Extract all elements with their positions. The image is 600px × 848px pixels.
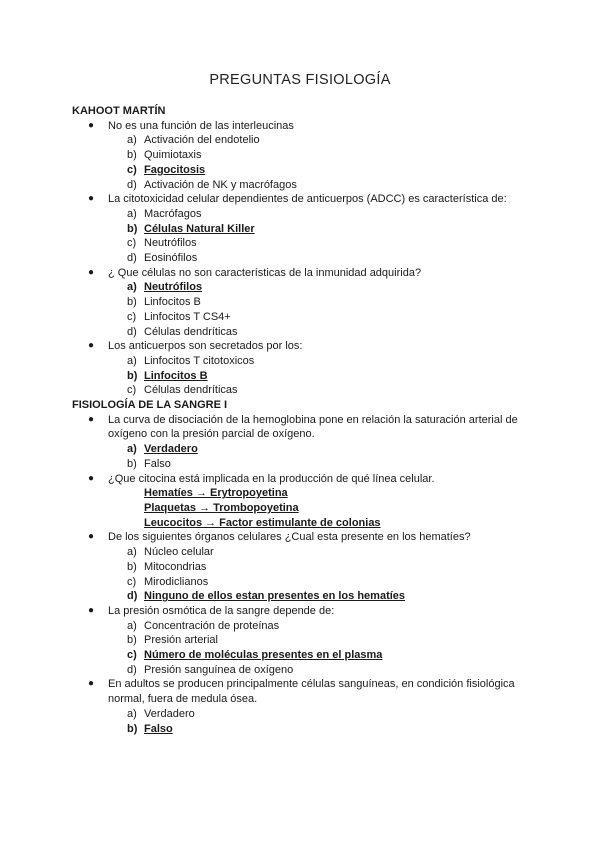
section-heading: KAHOOT MARTÍN bbox=[72, 105, 166, 117]
option-letter: a) bbox=[127, 546, 137, 559]
option-letter: b) bbox=[127, 149, 137, 162]
option-text: Núcleo celular bbox=[144, 546, 214, 559]
question-item bbox=[72, 192, 532, 207]
option-letter: b) bbox=[127, 369, 138, 382]
option-text: Concentración de proteínas bbox=[144, 619, 280, 632]
option-text: Macrófagos bbox=[144, 207, 202, 220]
page-title: PREGUNTAS FISIOLOGÍA bbox=[209, 72, 391, 88]
option-text: Linfocitos B bbox=[144, 369, 208, 382]
option-letter: a) bbox=[127, 354, 137, 367]
option-text: Mirodiclianos bbox=[144, 575, 209, 588]
answer-option bbox=[72, 207, 532, 222]
answer-option bbox=[72, 619, 532, 634]
correct-option bbox=[72, 648, 532, 663]
option-text: Fagocitosis bbox=[144, 163, 206, 176]
question-list bbox=[72, 104, 532, 736]
option-letter: d) bbox=[127, 178, 137, 191]
bullet-icon: ● bbox=[88, 119, 95, 131]
option-text: Neutrófilos bbox=[144, 237, 197, 250]
option-letter: b) bbox=[127, 457, 137, 470]
question-item bbox=[72, 413, 532, 442]
bullet-icon: ● bbox=[88, 604, 95, 616]
question-item bbox=[72, 266, 532, 281]
option-letter: c) bbox=[127, 649, 137, 662]
answer-option bbox=[72, 545, 532, 560]
answer-option bbox=[72, 325, 532, 340]
option-letter: b) bbox=[127, 722, 138, 735]
question-text: ¿Que citocina está implicada en la producción de qué línea celular. bbox=[108, 472, 435, 485]
question-item bbox=[72, 677, 532, 706]
question-text: ¿ Que células no son características de la inmunidad adquirida? bbox=[108, 266, 422, 279]
option-letter: a) bbox=[127, 619, 137, 632]
option-text: Linfocitos T CS4+ bbox=[144, 310, 231, 323]
question-text: La curva de disociación de la hemoglobina pone en relación la saturación arterial de oxígeno con la presión parcial de oxígeno. bbox=[108, 413, 518, 441]
question-item bbox=[72, 604, 532, 619]
question-item bbox=[72, 119, 532, 134]
option-letter: d) bbox=[127, 590, 138, 603]
option-text: Verdadero bbox=[144, 443, 198, 456]
question-item bbox=[72, 530, 532, 545]
option-letter: b) bbox=[127, 296, 137, 309]
answer-option bbox=[72, 707, 532, 722]
question-text: De los siguientes órganos celulares ¿Cual esta presente en los hematíes? bbox=[108, 531, 471, 544]
option-letter: d) bbox=[127, 663, 137, 676]
question-text: No es una función de las interleucinas bbox=[108, 119, 294, 132]
option-letter: a) bbox=[127, 281, 137, 294]
option-text: Falso bbox=[144, 457, 171, 470]
answer-option bbox=[72, 295, 532, 310]
option-letter: d) bbox=[127, 252, 137, 265]
option-text: Quimiotaxis bbox=[144, 149, 202, 162]
option-text: Células dendríticas bbox=[144, 325, 238, 338]
answer-line: Plaquetas → Trombopoyetina bbox=[144, 501, 299, 514]
bullet-icon: ● bbox=[88, 266, 95, 278]
option-text: Células Natural Killer bbox=[144, 222, 255, 235]
answer-option bbox=[72, 354, 532, 369]
question-item bbox=[72, 339, 532, 354]
correct-option bbox=[72, 369, 532, 384]
answer-line: Hematíes → Erytropoyetina bbox=[144, 487, 288, 500]
correct-option bbox=[72, 222, 532, 237]
option-letter: a) bbox=[127, 707, 137, 720]
question-text: En adultos se producen principalmente células sanguíneas, en condición fisiológica normal, fuera de medula ósea. bbox=[108, 678, 515, 706]
option-text: Verdadero bbox=[144, 707, 195, 720]
answer-option bbox=[72, 251, 532, 266]
question-text: La presión osmótica de la sangre depende de: bbox=[108, 604, 335, 617]
option-text: Eosinófilos bbox=[144, 252, 198, 265]
bullet-icon: ● bbox=[88, 413, 95, 425]
answer-option bbox=[72, 178, 532, 193]
option-letter: b) bbox=[127, 222, 138, 235]
correct-option bbox=[72, 722, 532, 737]
question-text: Los anticuerpos son secretados por los: bbox=[108, 340, 303, 353]
option-letter: c) bbox=[127, 310, 137, 323]
option-letter: b) bbox=[127, 634, 137, 647]
answer-option bbox=[72, 633, 532, 648]
answer-option bbox=[72, 663, 532, 678]
correct-option bbox=[72, 442, 532, 457]
answer-option bbox=[72, 560, 532, 575]
option-text: Linfocitos T citotoxicos bbox=[144, 354, 255, 367]
answer-option bbox=[72, 383, 532, 398]
bullet-icon: ● bbox=[88, 531, 95, 543]
answer-line: Leucocitos → Factor estimulante de colonias bbox=[144, 516, 381, 529]
answer-option bbox=[72, 148, 532, 163]
question-text: La citotoxicidad celular dependientes de anticuerpos (ADCC) es característica de: bbox=[108, 193, 507, 206]
bullet-icon: ● bbox=[88, 340, 95, 352]
question-item bbox=[72, 472, 532, 487]
option-text: Células dendríticas bbox=[144, 384, 238, 397]
option-text: Presión sanguínea de oxígeno bbox=[144, 663, 294, 676]
bullet-icon: ● bbox=[88, 678, 95, 690]
answer-option bbox=[72, 457, 532, 472]
option-text: Presión arterial bbox=[144, 634, 218, 647]
bullet-icon: ● bbox=[88, 472, 95, 484]
option-letter: b) bbox=[127, 560, 137, 573]
option-letter: a) bbox=[127, 207, 137, 220]
option-letter: c) bbox=[127, 575, 137, 588]
option-letter: c) bbox=[127, 237, 137, 250]
option-letter: c) bbox=[127, 384, 137, 397]
option-letter: a) bbox=[127, 134, 137, 147]
option-text: Activación de NK y macrófagos bbox=[144, 178, 297, 191]
option-text: Linfocitos B bbox=[144, 296, 201, 309]
answer-option bbox=[72, 236, 532, 251]
correct-option bbox=[72, 280, 532, 295]
option-text: Falso bbox=[144, 722, 173, 735]
answer-option bbox=[72, 575, 532, 590]
option-text: Ninguno de ellos estan presentes en los hematíes bbox=[144, 590, 406, 603]
option-text: Activación del endotelio bbox=[144, 134, 260, 147]
section-heading: FISIOLOGÍA DE LA SANGRE I bbox=[72, 399, 228, 412]
correct-option bbox=[72, 589, 532, 604]
bullet-icon: ● bbox=[88, 193, 95, 205]
correct-option bbox=[72, 163, 532, 178]
answer-option bbox=[72, 310, 532, 325]
option-letter: c) bbox=[127, 163, 137, 176]
option-letter: d) bbox=[127, 325, 137, 338]
option-letter: a) bbox=[127, 443, 137, 456]
answer-option bbox=[72, 133, 532, 148]
option-text: Número de moléculas presentes en el plasma bbox=[144, 649, 383, 662]
option-text: Neutrófilos bbox=[144, 281, 203, 294]
option-text: Mitocondrias bbox=[144, 560, 207, 573]
